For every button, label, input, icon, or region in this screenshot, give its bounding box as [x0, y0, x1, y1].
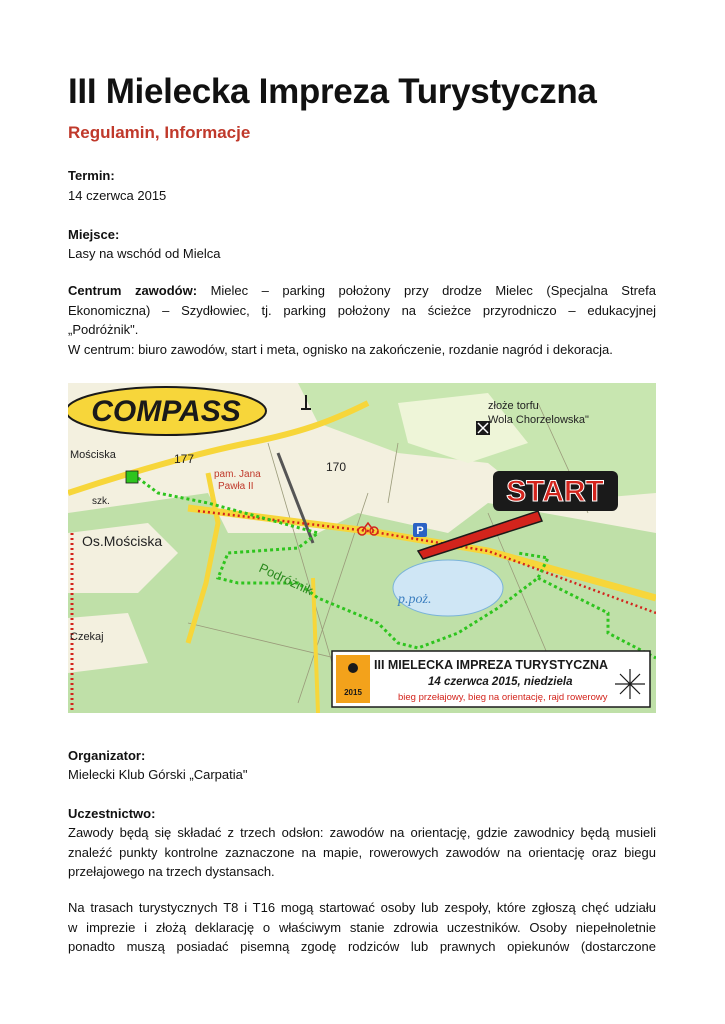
label-ppoz: p.poż.: [398, 592, 432, 607]
label-zloze-1: złoże torfu: [488, 400, 539, 412]
label-os-moscicka: Os.Mościska: [82, 533, 163, 549]
miejsce-value: Lasy na wschód od Mielca: [68, 246, 221, 261]
label-podroznik: Podróżnik: [256, 560, 316, 599]
centrum-paragraph: [68, 281, 656, 359]
centrum-line-2: Ekonomiczna) – Szydłowiec, tj. parking położony na ścieżce przyrodniczo – edukacyjnej: [68, 302, 656, 318]
pond: [393, 560, 503, 616]
termin-value: 14 czerwca 2015: [68, 188, 167, 203]
green-marker-icon: [126, 471, 138, 483]
uczestnictwo-p2-line-3: ponadto muszą posiadać pisemną zgodę rodziców lub prawnych opiekunów (dostarczone: [68, 939, 656, 954]
termin-label: Termin:: [68, 168, 115, 183]
centrum-line-3: „Podróżnik".: [68, 322, 139, 337]
uczestnictwo-paragraph-1: [68, 823, 656, 882]
centrum-label: Centrum zawodów:: [68, 283, 198, 298]
banner-date: 14 czerwca 2015, niedziela: [428, 676, 573, 688]
svg-text:P: P: [416, 525, 424, 537]
banner-title: III MIELECKA IMPREZA TURYSTYCZNA: [374, 658, 609, 672]
label-czekaj: Czekaj: [70, 631, 104, 643]
organizator-label: Organizator:: [68, 748, 146, 763]
label-pam-2: Pawła II: [218, 481, 254, 492]
runner-icon: [348, 663, 358, 673]
uczestnictwo-label: Uczestnictwo:: [68, 806, 156, 821]
centrum-extra: W centrum: biuro zawodów, start i meta, ognisko na zakończenie, rozdanie nagród i dekoracja.: [68, 341, 613, 357]
parking-icon: [413, 523, 427, 537]
label-szk: szk.: [92, 496, 110, 507]
event-banner: [332, 651, 650, 707]
centrum-line-1: [68, 281, 656, 301]
document-subtitle: Regulamin, Informacje: [68, 123, 251, 142]
uczestnictwo-p2-line-2: w imprezie i złożą deklarację o właściwym stanie zdrowia uczestników. Osoby niepełnoletnie: [68, 919, 656, 935]
event-map: [68, 383, 656, 713]
miejsce-label: Miejsce:: [68, 227, 120, 242]
compass-logo: [68, 387, 266, 435]
document-title: III Mielecka Impreza Turystyczna: [68, 72, 597, 111]
label-zloze-2: Wola Chorzelowska": [488, 414, 589, 426]
uczestnictwo-p1-line-3: przełajowego na trzech dystansach.: [68, 864, 275, 879]
label-pam-1: pam. Jana: [214, 469, 261, 480]
banner-events: bieg przełajowy, bieg na orientację, rajd rowerowy: [398, 692, 608, 703]
start-label: START: [506, 475, 604, 508]
banner-badge: 2015: [344, 688, 362, 697]
uczestnictwo-paragraph-2: [68, 898, 656, 957]
uczestnictwo-p1-line-1: Zawody będą się składać z trzech odsłon: zawodów na orientację, gdzie zawodnicy będą musieli: [68, 825, 656, 840]
map-graphic: [68, 383, 656, 713]
organizator-value: Mielecki Klub Górski „Carpatia": [68, 767, 248, 782]
label-moscicka: Mościska: [70, 449, 116, 461]
label-177: 177: [174, 452, 195, 466]
centrum-value-1: Mielec – parking położony przy drodze Mielec (Specjalna Strefa: [210, 283, 656, 298]
label-170: 170: [326, 460, 347, 474]
map-logo: COMPASS: [91, 395, 241, 428]
uczestnictwo-p1-line-2: znaleźć punkty kontrolne zaznaczone na mapie, rowerowych zawodów na orientację oraz biegu: [68, 844, 656, 860]
uczestnictwo-p2-line-1: Na trasach turystycznych T8 i T16 mogą startować osoby lub zespoły, które zgłoszą chęć udziału: [68, 900, 656, 915]
